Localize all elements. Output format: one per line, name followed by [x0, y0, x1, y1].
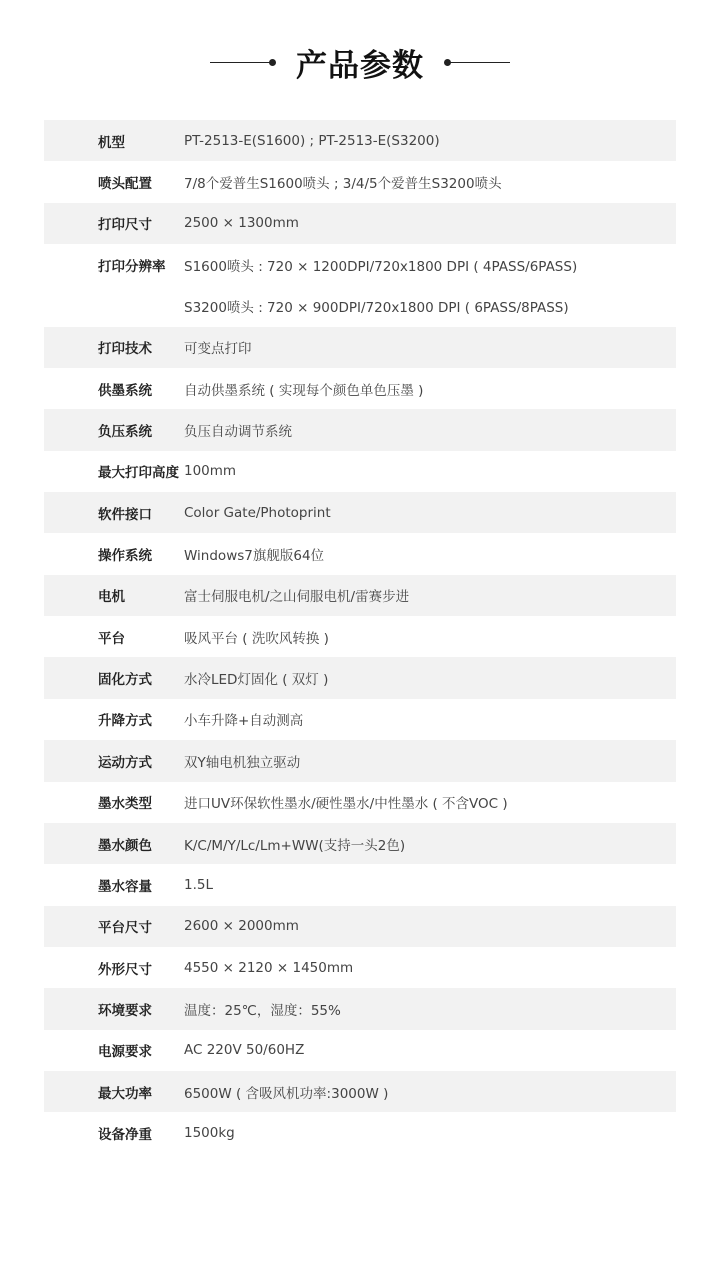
- spec-value: 1500kg: [184, 1124, 235, 1141]
- spec-row: [44, 1030, 676, 1071]
- spec-row: [44, 533, 676, 574]
- spec-value: S1600喷头 : 720 × 1200DPI/720x1800 DPI ( 4PASS/6PASS): [184, 258, 578, 275]
- spec-value: 温度：25℃，湿度：55%: [184, 1002, 341, 1019]
- spec-table: [44, 120, 676, 1154]
- spec-value: 100mm: [184, 463, 237, 480]
- spec-row: [44, 203, 676, 244]
- page-header: [0, 40, 720, 84]
- spec-value: 4550 × 2120 × 1450mm: [184, 959, 354, 976]
- spec-value: AC 220V 50/60HZ: [184, 1042, 305, 1059]
- spec-value: S3200喷头 : 720 × 900DPI/720x1800 DPI ( 6PASS/8PASS): [184, 300, 569, 317]
- spec-label: 打印技术: [98, 341, 152, 358]
- spec-label: 墨水类型: [98, 796, 152, 813]
- decor-line: [210, 62, 270, 63]
- spec-row: [44, 368, 676, 409]
- spec-row: [44, 1112, 676, 1153]
- spec-label: 打印尺寸: [98, 217, 152, 234]
- spec-row: [44, 906, 676, 947]
- spec-row: [44, 947, 676, 988]
- spec-row: [44, 988, 676, 1029]
- spec-label: 设备净重: [98, 1126, 152, 1143]
- spec-value: Windows7旗舰版64位: [184, 548, 325, 565]
- spec-label: 供墨系统: [98, 382, 152, 399]
- left-decoration: [210, 59, 276, 66]
- spec-label: 固化方式: [98, 672, 152, 689]
- spec-row: [44, 699, 676, 740]
- spec-row: [44, 864, 676, 905]
- spec-value: 水冷LED灯固化 ( 双灯 ): [184, 672, 329, 689]
- spec-row: [44, 575, 676, 616]
- spec-value: K/C/M/Y/Lc/Lm+WW(支持一头2色): [184, 837, 406, 854]
- spec-label: 外形尺寸: [98, 961, 152, 978]
- spec-value: 7/8个爱普生S1600喷头 ; 3/4/5个爱普生S3200喷头: [184, 176, 502, 193]
- spec-label: 墨水颜色: [98, 837, 152, 854]
- spec-row: [44, 782, 676, 823]
- spec-value: 2600 × 2000mm: [184, 918, 299, 935]
- spec-value: 1.5L: [184, 876, 213, 893]
- spec-row: [44, 740, 676, 781]
- spec-value: Color Gate/Photoprint: [184, 504, 331, 521]
- spec-values: [184, 244, 577, 327]
- spec-label: 负压系统: [98, 424, 152, 441]
- right-decoration: [444, 59, 510, 66]
- spec-label: 墨水容量: [98, 878, 152, 895]
- spec-row: [44, 409, 676, 450]
- spec-value: 负压自动调节系统: [184, 424, 292, 441]
- spec-label: 机型: [98, 134, 125, 151]
- spec-value: 自动供墨系统 ( 实现每个颜色单色压墨 ): [184, 382, 424, 399]
- page-title: 产品参数: [296, 47, 424, 84]
- spec-label: 最大打印高度: [98, 465, 179, 482]
- spec-row: [44, 120, 676, 161]
- spec-label: 电机: [98, 589, 125, 606]
- spec-label: 软件接口: [98, 506, 152, 523]
- spec-row: [44, 657, 676, 698]
- spec-label: 电源要求: [98, 1044, 152, 1061]
- spec-label: 平台尺寸: [98, 920, 152, 937]
- decor-line: [450, 62, 510, 63]
- spec-value: 小车升降+自动测高: [184, 713, 304, 730]
- spec-value: PT-2513-E(S1600) ; PT-2513-E(S3200): [184, 132, 440, 149]
- spec-value: 6500W ( 含吸风机功率:3000W ): [184, 1085, 389, 1102]
- spec-value: 进口UV环保软性墨水/硬性墨水/中性墨水 ( 不含VOC ): [184, 796, 508, 813]
- spec-label: 运动方式: [98, 754, 152, 771]
- spec-row: [44, 244, 676, 327]
- spec-row: [44, 616, 676, 657]
- spec-row: [44, 161, 676, 202]
- spec-row: [44, 492, 676, 533]
- spec-label: 升降方式: [98, 713, 152, 730]
- spec-label: 喷头配置: [98, 176, 152, 193]
- spec-value: 吸风平台 ( 洗吹风转换 ): [184, 630, 329, 647]
- spec-value: 富士伺服电机/之山伺服电机/雷赛步进: [184, 589, 410, 606]
- spec-value: 可变点打印: [184, 341, 252, 358]
- decor-dot: [269, 59, 276, 66]
- spec-label: 环境要求: [98, 1002, 152, 1019]
- spec-label: 平台: [98, 630, 125, 647]
- spec-row: [44, 823, 676, 864]
- spec-value: 2500 × 1300mm: [184, 215, 299, 232]
- spec-value: 双Y轴电机独立驱动: [184, 754, 301, 771]
- spec-row: [44, 451, 676, 492]
- spec-label: 最大功率: [98, 1085, 152, 1102]
- spec-row: [44, 1071, 676, 1112]
- spec-label: 操作系统: [98, 548, 152, 565]
- spec-row: [44, 327, 676, 368]
- spec-label: 打印分辨率: [98, 258, 166, 275]
